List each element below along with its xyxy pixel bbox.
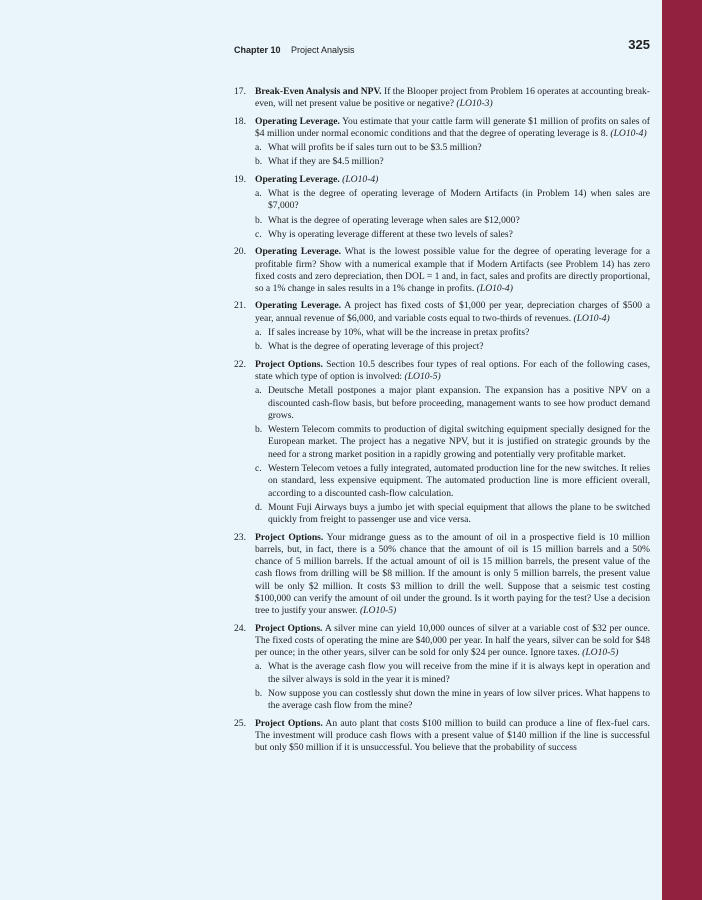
sub-question-text: Deutsche Metall postpones a major plant expansion. The expansion has a positive NPV on a discounted cash-flow basis, but before proceeding, management wants to see how product demand grows. xyxy=(268,385,650,421)
problem-title: Operating Leverage. xyxy=(255,115,340,127)
learning-objective-ref: (LO10-5) xyxy=(359,605,397,617)
sub-question xyxy=(255,661,650,686)
sub-question-letter: c. xyxy=(255,463,262,475)
sub-question xyxy=(255,142,650,154)
problem-list xyxy=(234,86,650,760)
problem-text: A silver mine can yield 10,000 ounces of silver at a variable cost of $32 per ounce. The fixed costs of operating the mine are $40,000 per year. In half the years, silver can be sold for $48 per ounce; in the other years, silver can be sold for only $24 per ounce. Ignore taxes. xyxy=(255,622,650,659)
running-header xyxy=(234,37,650,55)
sub-question xyxy=(255,502,650,527)
sub-question xyxy=(255,156,650,168)
problem-text: Your midrange guess as to the amount of oil in a prospective field is 10 million barrels, but, in fact, there is a 50% chance that the amount of oil is 15 million barrels and a 50% chance of 5 million barrels. If the actual amount of oil is 15 million barrels, the present value of the cash flows from drilling will be $8 million. If the amount is only 5 million barrels, the present value will be only $2 million. It costs $3 million to drill the well. Suppose that a seismic test costing $100,000 can verify the amount of oil under the ground. Is it worth paying for the test? Use a decision tree to justify your answer. xyxy=(255,531,650,617)
sub-question xyxy=(255,688,650,713)
sub-question-text: Why is operating leverage different at these two levels of sales? xyxy=(268,228,513,240)
sub-question-text: What if they are $4.5 million? xyxy=(268,156,384,168)
sub-question-text: Now suppose you can costlessly shut down the mine in years of low silver prices. What happens to the average cash flow from the mine? xyxy=(268,688,650,712)
sub-question xyxy=(255,215,650,227)
problem-number: 25. xyxy=(234,717,246,729)
problem-body xyxy=(255,174,650,186)
sub-question-text: What is the degree of operating leverage when sales are $12,000? xyxy=(268,214,520,226)
learning-objective-ref: (LO10-5) xyxy=(404,370,441,382)
problem-body xyxy=(255,532,650,618)
learning-objective-ref: (LO10-4) xyxy=(476,283,513,295)
sub-question-text: Western Telecom vetoes a fully integrated, automated production line for the new switches. It relies on standard, less expensive equipment. The automated production line is more efficient overall, according to a discounted cash-flow calculation. xyxy=(268,463,651,499)
problem-item xyxy=(234,532,650,618)
problem-body xyxy=(255,86,650,111)
chapter-label: Chapter 10 xyxy=(234,45,281,55)
side-color-band xyxy=(662,0,702,900)
problem-body xyxy=(255,300,650,325)
problem-text: An auto plant that costs $100 million to build can produce a line of flex-fuel cars. The investment will produce cash flows with a present value of $140 million if the line is successful but only $50 million if it is unsuccessful. You believe that the probability of success xyxy=(255,717,650,754)
sub-question-letter: a. xyxy=(255,385,262,397)
sub-question xyxy=(255,341,650,353)
sub-question xyxy=(255,229,650,241)
sub-question-text: Western Telecom commits to production of digital switching equipment specially designed for the European market. The project has a negative NPV, but it is justified on strategic grounds by the need for a strong market position in a rapidly growing and potentially very profitable market. xyxy=(268,424,650,460)
problem-item xyxy=(234,86,650,111)
learning-objective-ref: (LO10-4) xyxy=(342,173,379,185)
problem-body xyxy=(255,116,650,141)
problem-text: A project has fixed costs of $1,000 per year, depreciation charges of $500 a year, annual revenue of $6,000, and variable costs equal to two-thirds of revenues. xyxy=(255,300,650,324)
sub-question-text: Mount Fuji Airways buys a jumbo jet with special equipment that allows the plane to be switched quickly from freight to passenger use and vice versa. xyxy=(268,501,650,526)
problem-item xyxy=(234,116,650,169)
problem-text: You estimate that your cattle farm will generate $1 million of profits on sales of $4 million under normal economic conditions and that the degree of operating leverage is 8. xyxy=(255,115,650,139)
problem-number: 18. xyxy=(234,115,246,127)
learning-objective-ref: (LO10-5) xyxy=(582,647,619,659)
problem-body xyxy=(255,718,650,755)
problem-number: 20. xyxy=(234,246,246,258)
learning-objective-ref: (LO10-4) xyxy=(610,127,647,139)
problem-title: Operating Leverage. xyxy=(255,173,340,185)
sub-question-text: What is the degree of operating leverage of this project? xyxy=(268,341,484,353)
sub-question-letter: a. xyxy=(255,188,262,200)
problem-item xyxy=(234,718,650,755)
problem-text: Section 10.5 describes four types of real options. For each of the following cases, state which type of option is involved: xyxy=(255,358,650,382)
sub-question xyxy=(255,424,650,461)
sub-question-letter: b. xyxy=(255,688,263,700)
sub-question xyxy=(255,327,650,339)
problem-body xyxy=(255,359,650,384)
problem-title: Project Options. xyxy=(255,622,323,634)
sub-question-letter: a. xyxy=(255,142,262,154)
problem-title: Project Options. xyxy=(255,717,323,729)
problem-number: 23. xyxy=(234,531,246,543)
problem-number: 17. xyxy=(234,86,246,97)
problem-title: Project Options. xyxy=(255,531,324,543)
sub-question xyxy=(255,188,650,213)
problem-body xyxy=(255,623,650,660)
problem-item xyxy=(234,174,650,241)
sub-question-letter: b. xyxy=(255,156,263,168)
problem-title: Break-Even Analysis and NPV. xyxy=(255,86,382,97)
sub-question-letter: d. xyxy=(255,501,263,513)
problem-text: If the Blooper project from Problem 16 operates at accounting break-even, will net present value be positive or negative? xyxy=(255,86,650,110)
problem-number: 22. xyxy=(234,358,246,370)
sub-question xyxy=(255,463,650,500)
sub-question-letter: b. xyxy=(255,214,263,226)
sub-question-text: If sales increase by 10%, what will be the increase in pretax profits? xyxy=(268,327,530,339)
problem-number: 19. xyxy=(234,173,246,185)
problem-item xyxy=(234,359,650,527)
sub-question-text: What is the average cash flow you will receive from the mine if it is always kept in operation and the silver always is sold in the year it is mined? xyxy=(268,661,650,685)
problem-title: Operating Leverage. xyxy=(255,300,342,312)
sub-question-letter: a. xyxy=(255,661,262,673)
sub-question-letter: c. xyxy=(255,228,262,240)
problem-item xyxy=(234,300,650,353)
problem-number: 24. xyxy=(234,622,246,634)
sub-question xyxy=(255,385,650,422)
sub-question-letter: a. xyxy=(255,327,262,339)
problem-item xyxy=(234,623,650,713)
page-number: 325 xyxy=(628,37,650,52)
problem-body xyxy=(255,246,650,295)
problem-title: Project Options. xyxy=(255,358,323,370)
sub-question-letter: b. xyxy=(255,341,263,353)
learning-objective-ref: (LO10-3) xyxy=(456,98,493,110)
problem-title: Operating Leverage. xyxy=(255,246,342,258)
problem-number: 21. xyxy=(234,300,246,312)
chapter-title: Project Analysis xyxy=(290,45,355,55)
sub-question-letter: b. xyxy=(255,424,263,436)
learning-objective-ref: (LO10-4) xyxy=(573,312,610,324)
sub-question-text: What will profits be if sales turn out to be $3.5 million? xyxy=(268,142,482,154)
sub-question-text: What is the degree of operating leverage of Modern Artifacts (in Problem 14) when sales are $7,000? xyxy=(268,188,650,212)
problem-item xyxy=(234,246,650,295)
problem-text: What is the lowest possible value for the degree of operating leverage for a profitable firm? Show with a numerical example that if Modern Artifacts (see Problem 14) has zero fixed costs and zero depreciation, then DOL = 1 and, in fact, sales and profits are directly proportional, so a 1% change in sales results in a 1% change in profits. xyxy=(255,246,650,295)
